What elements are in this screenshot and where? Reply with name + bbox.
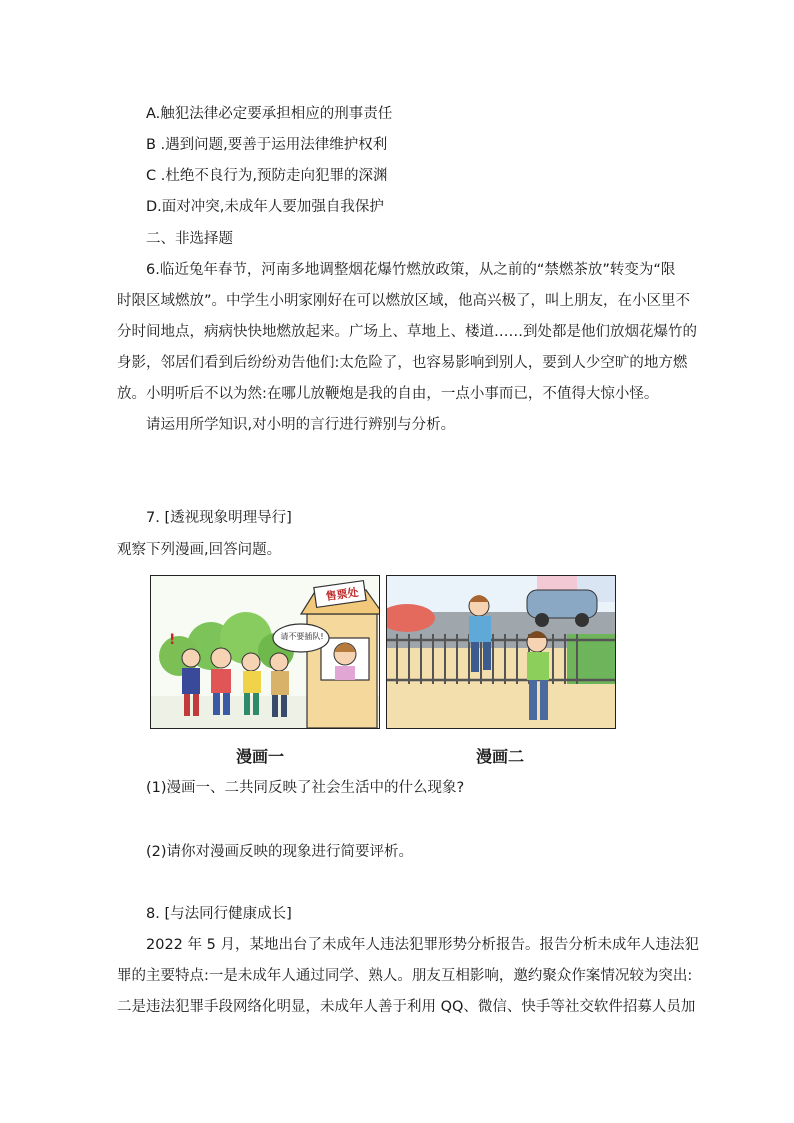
q6-line-1: 6.临近兔年春节，河南多地调整烟花爆竹燃放政策，从之前的“禁燃茶放”转变为“限 bbox=[146, 262, 676, 278]
comic-one-caption: 漫画一 bbox=[236, 747, 285, 766]
option-c: C .杜绝不良行为,预防走向犯罪的深渊 bbox=[146, 168, 388, 184]
q7-sub-question-2: (2)请你对漫画反映的现象进行简要评析。 bbox=[146, 844, 414, 860]
comic-two-caption: 漫画二 bbox=[476, 747, 525, 766]
q8-line-2: 罪的主要特点:一是未成年人通过同学、熟人。朋友互相影响，邀约聚众作案情况较为突出: bbox=[117, 968, 693, 984]
svg-text:!: ! bbox=[169, 632, 176, 648]
option-d: D.面对冲突,未成年人要加强自我保护 bbox=[146, 199, 384, 215]
option-a: A.触犯法律必定要承担相应的刑事责任 bbox=[146, 106, 393, 122]
q8-title: 8. [与法同行健康成长] bbox=[146, 906, 292, 922]
q8-line-3: 二是违法犯罪手段网络化明显，未成年人善于利用 QQ、微信、快手等社交软件招募人员加 bbox=[117, 999, 696, 1015]
section-heading: 二、非选择题 bbox=[146, 231, 233, 247]
q6-line-4: 身影，邻居们看到后纷纷劝告他们:太危险了，也容易影响到别人，要到人少空旷的地方燃 bbox=[117, 355, 688, 371]
q6-line-2: 时限区域燃放”。中学生小明家刚好在可以燃放区域，他高兴极了，叫上朋友，在小区里不 bbox=[117, 293, 691, 309]
comic-two-panel bbox=[386, 575, 616, 729]
speech-bubble: 请不要插队! bbox=[280, 632, 324, 641]
comic-one-panel bbox=[150, 575, 380, 729]
q7-sub-question-1: (1)漫画一、二共同反映了社会生活中的什么现象? bbox=[146, 780, 465, 796]
q6-line-5: 放。小明听后不以为然:在哪儿放鞭炮是我的自由，一点小事而已，不值得大惊小怪。 bbox=[117, 386, 659, 402]
option-b: B .遇到问题,要善于运用法律维护权利 bbox=[146, 137, 388, 153]
q6-prompt: 请运用所学知识,对小明的言行进行辨别与分析。 bbox=[146, 417, 456, 433]
q7-instruction: 观察下列漫画,回答问题。 bbox=[117, 542, 282, 558]
comic-two-illustration bbox=[387, 576, 615, 728]
q6-line-3: 分时间地点，病病快快地燃放起来。广场上、草地上、楼道……到处都是他们放烟花爆竹的 bbox=[117, 324, 697, 340]
q8-line-1: 2022 年 5 月，某地出台了未成年人违法犯罪形势分析报告。报告分析未成年人违法犯 bbox=[146, 937, 699, 953]
q7-title: 7. [透视现象明理导行] bbox=[146, 510, 292, 526]
ticket-office-sign: 售票处 bbox=[324, 585, 360, 604]
